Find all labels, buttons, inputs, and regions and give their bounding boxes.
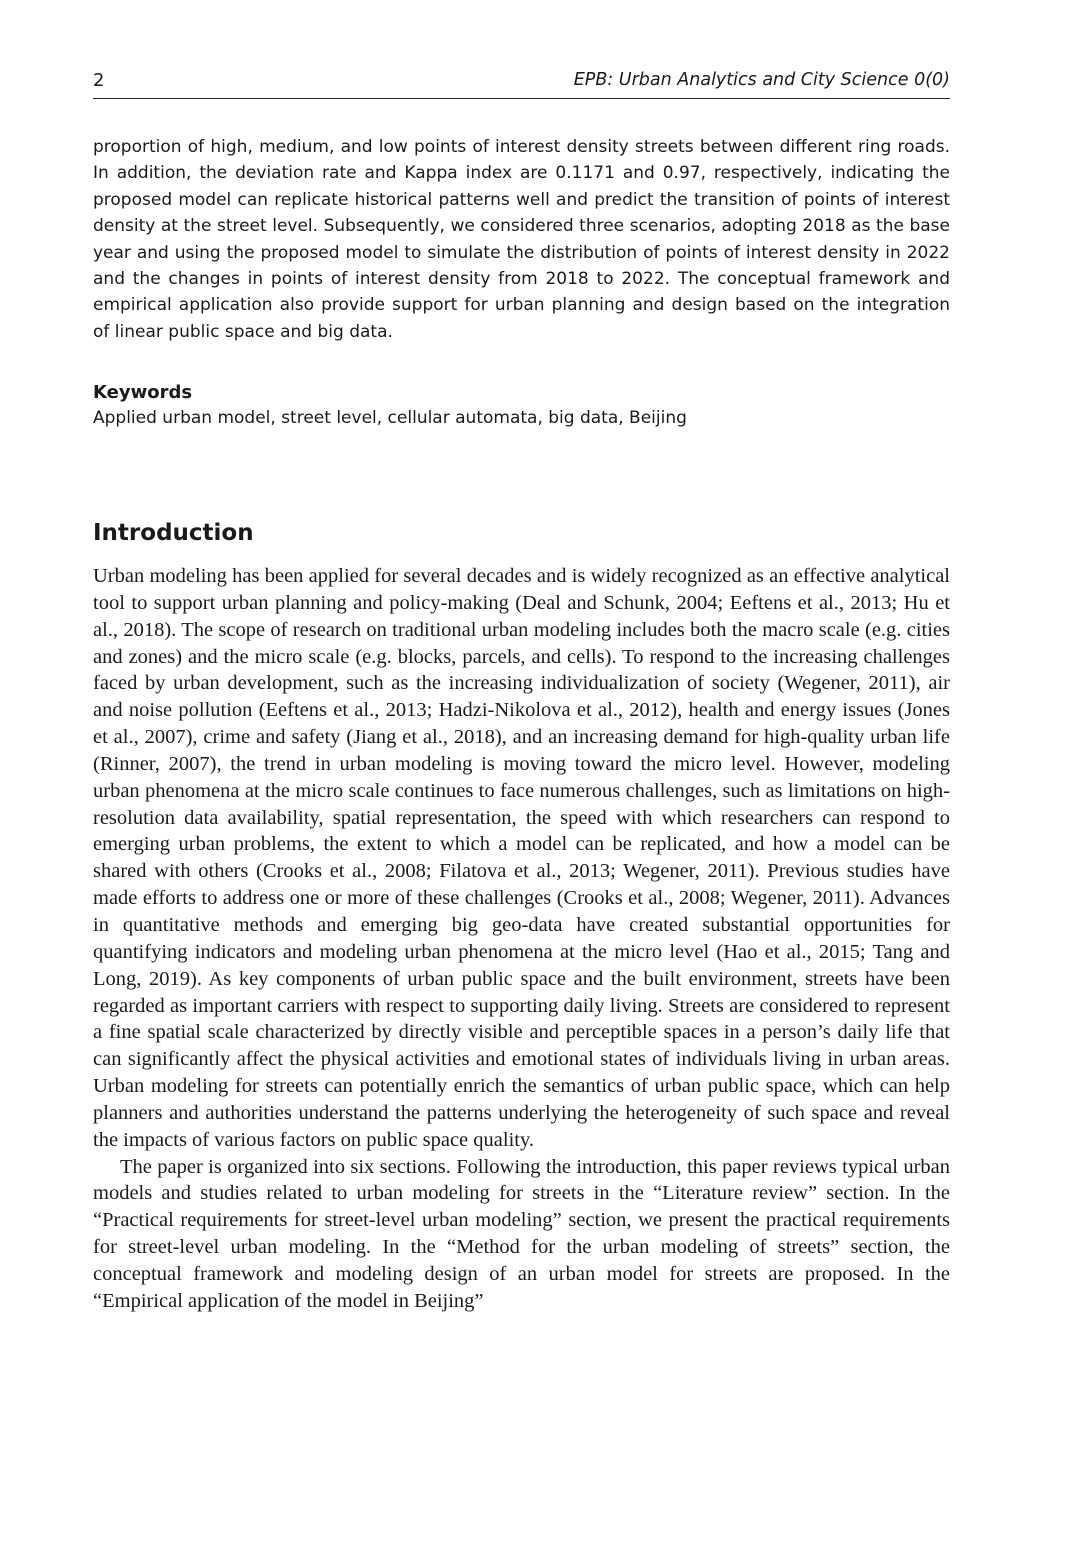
introduction-paragraph-1: Urban modeling has been applied for several decades and is widely recognized as an effective analytical tool to support urban planning and policy-making (Deal and Schunk, 2004; Eeftens et al., 2013; Hu et al., 2018). The scope of research on traditional urban modeling includes both the macro scale (e.g. cities and zones) and the micro scale (e.g. blocks, parcels, and cells). To respond to the increasing challenges faced by urban development, such as the increasing individualization of society (Wegener, 2011), air and noise pollution (Eeftens et al., 2013; Hadzi-Nikolova et al., 2012), health and energy issues (Jones et al., 2007), crime and safety (Jiang et al., 2018), and an increasing demand for high-quality urban life (Rinner, 2007), the trend in urban modeling is moving toward the micro level. However, modeling urban phenomena at the micro scale continues to face numerous challenges, such as limitations on high-resolution data availability, spatial representation, the speed with which researchers can respond to emerging urban problems, the extent to which a model can be replicated, and how a model can be shared with others (Crooks et al., 2008; Filatova et al., 2013; Wegener, 2011). Previous studies have made efforts to address one or more of these challenges (Crooks et al., 2008; Wegener, 2011). Advances in quantitative methods and emerging big geo-data have created substantial opportunities for quantifying indicators and modeling urban phenomena at the micro level (Hao et al., 2015; Tang and Long, 2019). As key components of urban public space and the built environment, streets have been regarded as important carriers with respect to supporting daily living. Streets are considered to represent a fine spatial scale characterized by directly visible and perceptible spaces in a person’s daily life that can significantly affect the physical activities and emotional states of individuals living in urban areas. Urban modeling for streets can potentially enrich the semantics of urban public space, which can help planners and authorities understand the patterns underlying the heterogeneity of such space and reveal the impacts of various factors on public space quality. <box>93 565 950 1151</box>
introduction-paragraph-2: The paper is organized into six sections. Following the introduction, this paper reviews typical urban models and studies related to urban modeling for streets in the “Literature review” section. In the “Practical requirements for street-level urban modeling” section, we present the practical requirements for street-level urban modeling. In the “Method for the urban modeling of streets” section, the conceptual framework and modeling design of an urban model for streets are proposed. In the “Empirical application of the model in Beijing” <box>93 1155 950 1312</box>
introduction-heading: Introduction <box>93 520 254 546</box>
running-header <box>93 68 950 99</box>
journal-title: EPB: Urban Analytics and City Science 0(0) <box>573 70 950 90</box>
keywords-list: Applied urban model, street level, cellular automata, big data, Beijing <box>93 408 687 428</box>
keywords-heading: Keywords <box>93 382 193 403</box>
page-number: 2 <box>93 70 105 91</box>
introduction-body <box>93 563 950 1315</box>
abstract-continuation: proportion of high, medium, and low points of interest density streets between different ring roads. In addition, the deviation rate and Kappa index are 0.1171 and 0.97, respectively, indicating the proposed model can replicate historical patterns well and predict the transition of points of interest density at the street level. Subsequently, we considered three scenarios, adopting 2018 as the base year and using the proposed model to simulate the distribution of points of interest density in 2022 and the changes in points of interest density from 2018 to 2022. The conceptual framework and empirical application also provide support for urban planning and design based on the integration of linear public space and big data. <box>93 137 950 342</box>
